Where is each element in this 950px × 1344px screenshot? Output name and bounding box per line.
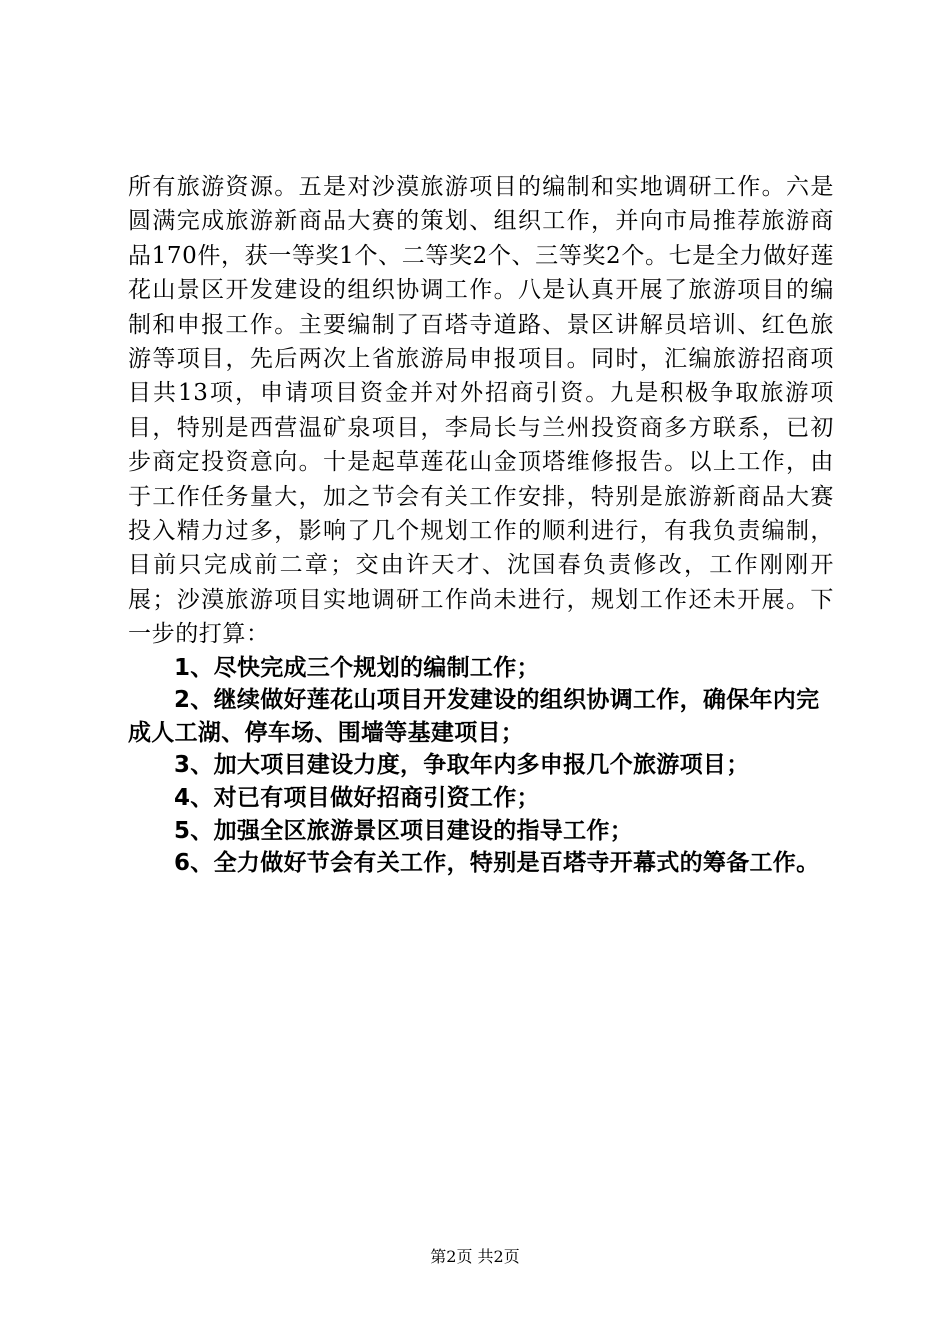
page-number-footer: 第2页 共2页 xyxy=(430,1247,520,1266)
list-item: 2、继续做好莲花山项目开发建设的组织协调工作，确保年内完成人工湖、停车场、围墙等基建项目； xyxy=(128,687,820,746)
list-item: 1、尽快完成三个规划的编制工作； xyxy=(174,654,540,681)
list-item: 6、全力做好节会有关工作，特别是百塔寺开幕式的筹备工作。 xyxy=(174,850,820,877)
body-paragraph: 所有旅游资源。五是对沙漠旅游项目的编制和实地调研工作。六是圆满完成旅游新商品大赛的策划、组织工作，并向市局推荐旅游商品170件，获一等奖1个、二等奖2个、三等奖2个。七是全力做好莲花山景区开发建设的组织协调工作。八是认真开展了旅游项目的编制和申报工作。主要编制了百塔寺道路、景区讲解员培训、红色旅游等项目，先后两次上省旅游局申报项目。同时，汇编旅游招商项目共13项，申请项目资金并对外招商引资。九是积极争取旅游项目，特别是西营温矿泉项目，李局长与兰州投资商多方联系，已初步商定投资意向。十是起草莲花山金顶塔维修报告。以上工作，由于工作任务量大，加之节会有关工作安排，特别是旅游新商品大赛投入精力过多，影响了几个规划工作的顺利进行，有我负责编制，目前只完成前二章；交由许天才、沈国春负责修改，工作刚刚开展；沙漠旅游项目实地调研工作尚未进行，规划工作还未开展。下一步的打算： xyxy=(128,174,834,648)
plan-list xyxy=(128,652,834,880)
list-item: 3、加大项目建设力度，争取年内多申报几个旅游项目； xyxy=(174,752,750,779)
document-body xyxy=(128,170,834,880)
list-item: 5、加强全区旅游景区项目建设的指导工作； xyxy=(174,817,634,844)
list-item: 4、对已有项目做好招商引资工作； xyxy=(174,785,540,812)
